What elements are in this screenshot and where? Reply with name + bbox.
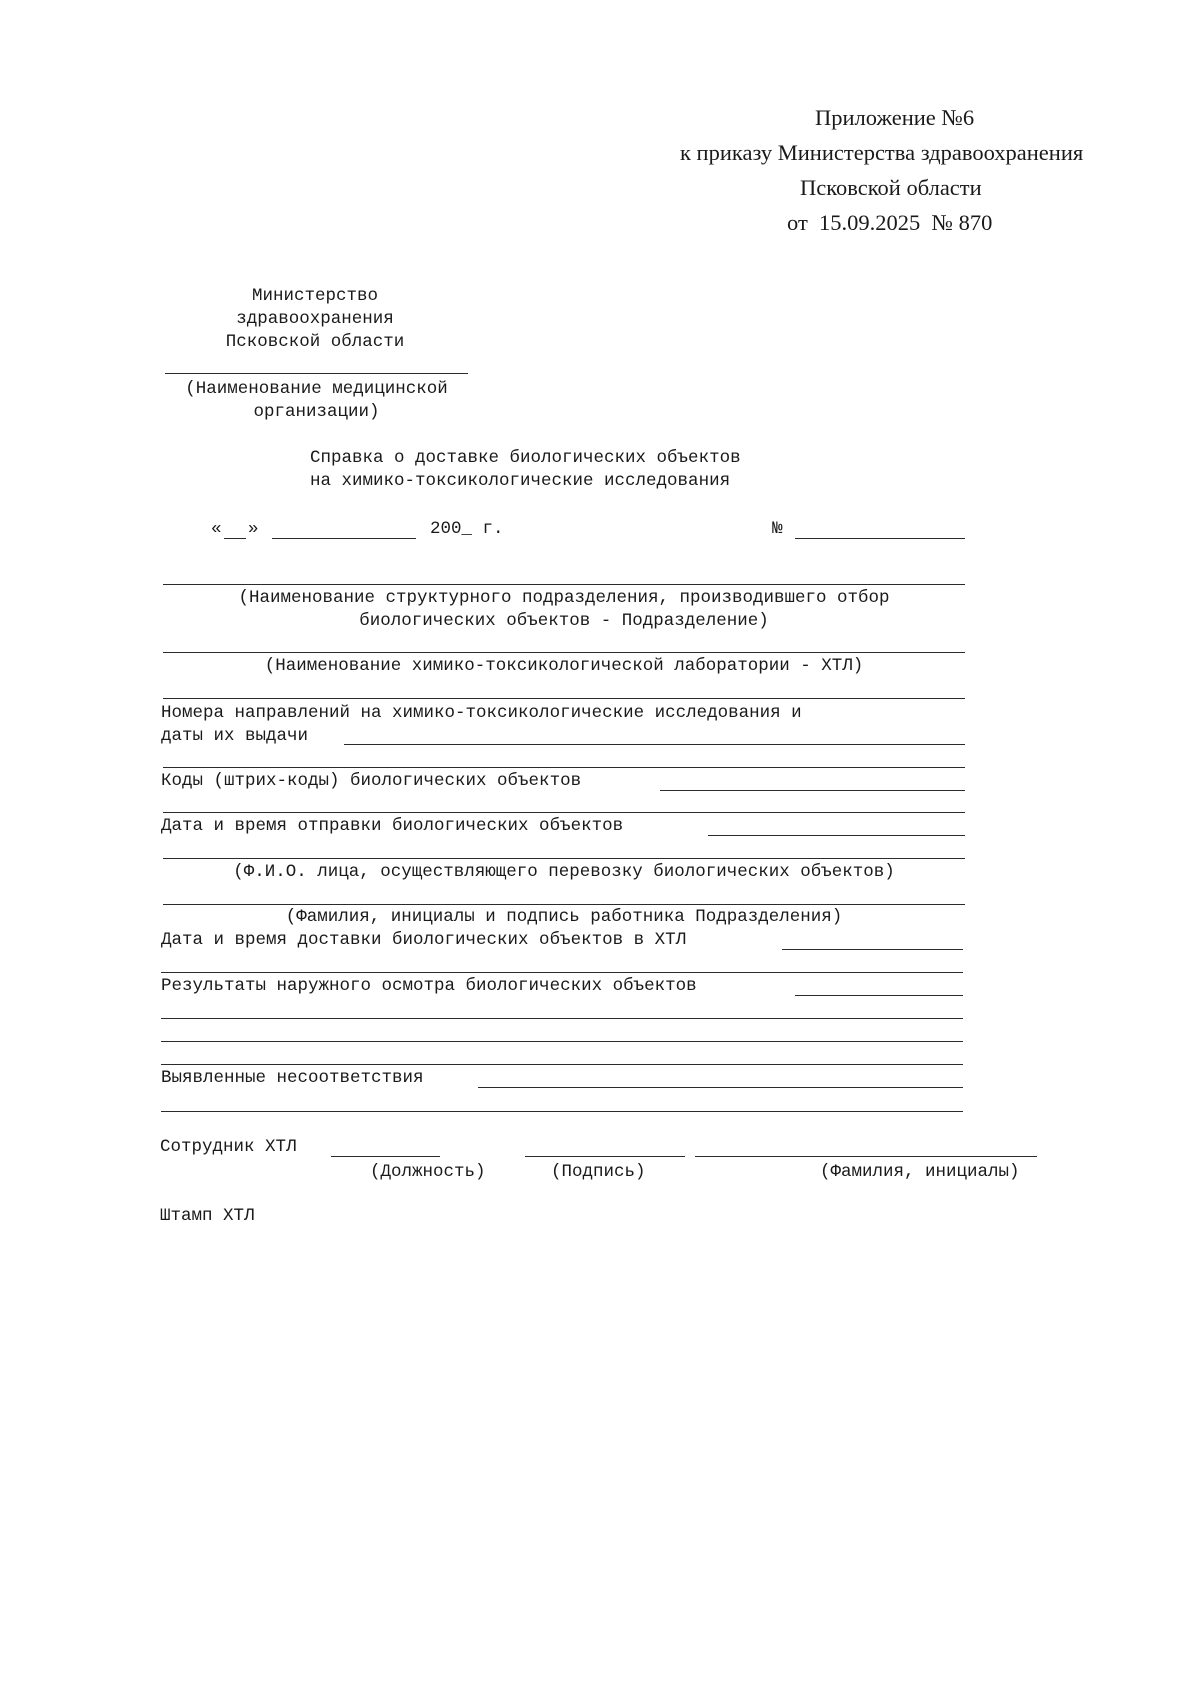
signature-caption: (Подпись) (551, 1162, 646, 1182)
document-title-line-2: на химико-токсикологические исследования (310, 471, 731, 491)
doc-number-field[interactable] (795, 538, 965, 539)
doc-number-sign: № (772, 519, 783, 539)
employee-caption: (Фамилия, инициалы и подпись работника Подразделения) (285, 907, 843, 927)
appendix-date-prefix: от (787, 210, 808, 235)
position-caption: (Должность) (370, 1162, 486, 1182)
appendix-date: 15.09.2025 (819, 210, 921, 235)
employee-field[interactable] (163, 904, 965, 905)
subdivision-caption-line-2: биологических объектов - Подразделение) (359, 611, 769, 631)
full-name-field[interactable] (695, 1156, 1037, 1157)
appendix-number-sign: № (931, 210, 954, 235)
date-close-quote: » (248, 519, 259, 539)
signature-field[interactable] (525, 1156, 685, 1157)
transporter-field[interactable] (163, 858, 965, 859)
referral-numbers-label-line-1: Номера направлений на химико-токсикологические исследования и (161, 703, 802, 723)
ministry-line-2: здравоохранения (236, 309, 394, 329)
referral-numbers-field-extra[interactable] (163, 767, 965, 768)
appendix-number: 870 (958, 210, 993, 235)
lab-caption: (Наименование химико-токсикологической лаборатории - ХТЛ) (264, 656, 864, 676)
appendix-order-ref: к приказу Министерства здравоохранения (680, 140, 1084, 165)
codes-label: Коды (штрих-коды) биологических объектов (161, 771, 582, 791)
inspection-label: Результаты наружного осмотра биологических объектов (161, 976, 697, 996)
separator-line-1[interactable] (163, 698, 965, 699)
org-caption-line-2: организации) (253, 402, 380, 422)
codes-field[interactable] (660, 790, 965, 791)
referral-numbers-field[interactable] (344, 744, 965, 745)
appendix-date-line (787, 205, 992, 240)
subdivision-caption-line-1: (Наименование структурного подразделения, производившего отбор (238, 588, 890, 608)
stamp-label: Штамп ХТЛ (160, 1206, 255, 1226)
org-name-field[interactable] (165, 373, 468, 374)
codes-field-extra[interactable] (163, 812, 965, 813)
appendix-title: Приложение №6 (815, 105, 975, 130)
document-title-line-1: Справка о доставке биологических объектов (310, 448, 741, 468)
full-name-caption: (Фамилия, инициалы) (820, 1162, 1020, 1182)
referral-numbers-label-line-2: даты их выдачи (161, 726, 309, 746)
dispatch-label: Дата и время отправки биологических объектов (161, 816, 624, 836)
org-caption-line-1: (Наименование медицинской (185, 379, 448, 399)
delivery-field[interactable] (782, 949, 963, 950)
ministry-line-1: Министерство (251, 286, 379, 306)
year-text: 200_ г. (430, 519, 504, 539)
month-field[interactable] (272, 538, 416, 539)
position-field[interactable] (331, 1156, 440, 1157)
inspection-field-extra-3[interactable] (161, 1064, 963, 1065)
appendix-region: Псковской области (800, 175, 982, 200)
mismatch-label: Выявленные несоответствия (161, 1068, 424, 1088)
mismatch-field-extra[interactable] (161, 1111, 963, 1112)
inspection-field-extra-1[interactable] (161, 1018, 963, 1019)
delivery-label: Дата и время доставки биологических объектов в ХТЛ (161, 930, 687, 950)
transporter-caption: (Ф.И.О. лица, осуществляющего перевозку биологических объектов) (233, 862, 895, 882)
date-open-quote: « (211, 519, 222, 539)
employee-xtl-label: Сотрудник ХТЛ (160, 1137, 297, 1157)
lab-field[interactable] (163, 652, 965, 653)
dispatch-field[interactable] (708, 835, 965, 836)
day-field[interactable] (224, 538, 246, 539)
inspection-field[interactable] (795, 995, 963, 996)
subdivision-field[interactable] (163, 584, 965, 585)
ministry-line-3: Псковской области (225, 332, 405, 352)
mismatch-field[interactable] (478, 1087, 963, 1088)
inspection-field-extra-2[interactable] (161, 1041, 963, 1042)
delivery-field-extra[interactable] (161, 972, 963, 973)
